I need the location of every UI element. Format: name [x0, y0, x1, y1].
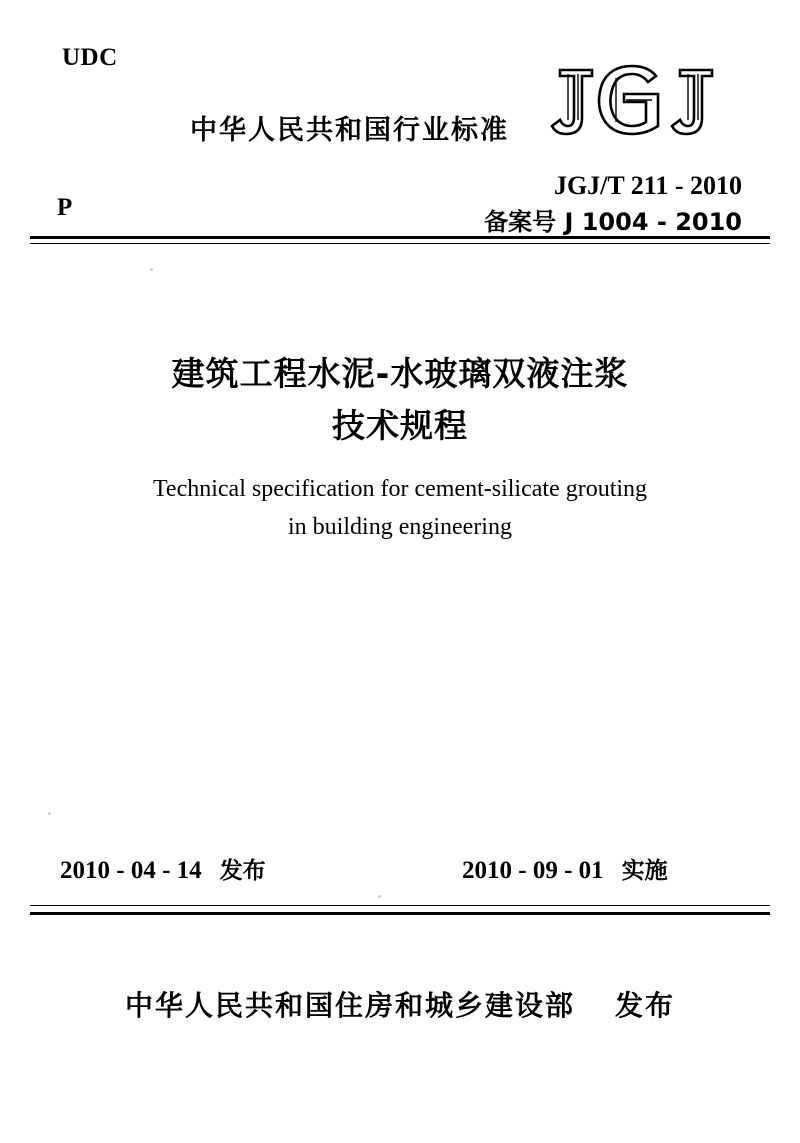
issue-date-group: [60, 852, 266, 885]
divider-bottom-thin: [30, 905, 770, 906]
title-en-line-2: in building engineering: [288, 514, 512, 540]
scan-speck: [150, 268, 153, 271]
effective-date-label: 实施: [621, 858, 668, 884]
scan-speck: [378, 895, 381, 898]
title-cn-line-1: 建筑工程水泥-水玻璃双液注浆: [171, 354, 629, 393]
jgj-logo: [548, 58, 748, 140]
publisher-line: [0, 984, 800, 1024]
page-title-english: [0, 470, 800, 546]
issue-date-label: 发布: [219, 858, 266, 884]
udc-label: UDC: [62, 44, 118, 71]
issue-date: 2010 - 04 - 14: [60, 857, 202, 884]
divider-top-thick: [30, 236, 770, 239]
divider-top-thin: [30, 243, 770, 244]
standard-code: JGJ/T 211 - 2010: [553, 171, 742, 200]
title-cn-line-2: 技术规程: [332, 406, 468, 445]
standard-series-line: 中华人民共和国行业标准: [190, 115, 509, 146]
effective-date-group: [462, 852, 668, 885]
effective-date: 2010 - 09 - 01: [462, 857, 604, 884]
divider-bottom-thick: [30, 912, 770, 915]
page-title-chinese: [0, 348, 800, 452]
title-en-line-1: Technical specification for cement-silicate grouting: [152, 476, 648, 502]
scan-speck: [48, 812, 51, 815]
standard-code-block: [484, 168, 742, 240]
publisher-name: 中华人民共和国住房和城乡建设部: [124, 989, 575, 1022]
publisher-verb: 发布: [615, 989, 676, 1022]
record-number: 备案号 J 1004 - 2010: [484, 208, 742, 236]
classification-p-label: P: [57, 194, 73, 221]
date-row: [0, 852, 800, 886]
